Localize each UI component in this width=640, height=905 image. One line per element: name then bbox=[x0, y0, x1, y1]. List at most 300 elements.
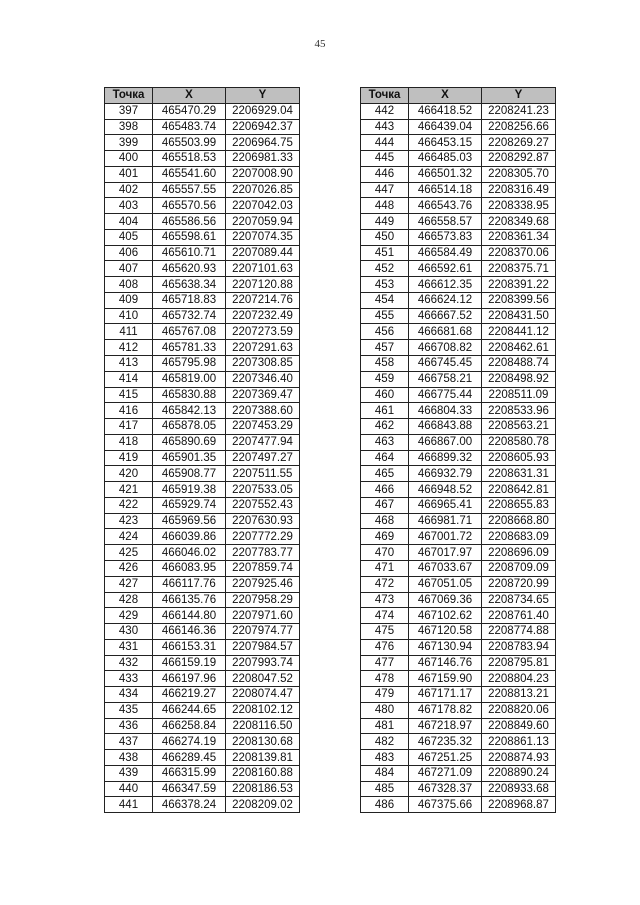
cell-y: 2207783.77 bbox=[226, 545, 300, 561]
table-row bbox=[105, 592, 300, 608]
cell-y: 2207026.85 bbox=[226, 182, 300, 198]
cell-y: 2208498.92 bbox=[482, 371, 556, 387]
cell-x: 466453.15 bbox=[409, 135, 482, 151]
table-row bbox=[361, 198, 556, 214]
cell-x: 466514.18 bbox=[409, 182, 482, 198]
cell-y: 2208462.61 bbox=[482, 340, 556, 356]
cell-y: 2207533.05 bbox=[226, 482, 300, 498]
cell-point: 457 bbox=[361, 340, 409, 356]
cell-y: 2208783.94 bbox=[482, 639, 556, 655]
cell-x: 467235.32 bbox=[409, 734, 482, 750]
cell-point: 449 bbox=[361, 214, 409, 230]
coordinates-table-right bbox=[360, 87, 556, 813]
cell-y: 2208338.95 bbox=[482, 198, 556, 214]
table-row bbox=[105, 608, 300, 624]
cell-y: 2208160.88 bbox=[226, 765, 300, 781]
table-row bbox=[105, 687, 300, 703]
cell-point: 403 bbox=[105, 198, 153, 214]
cell-point: 459 bbox=[361, 371, 409, 387]
cell-point: 421 bbox=[105, 482, 153, 498]
cell-x: 467218.97 bbox=[409, 718, 482, 734]
cell-point: 399 bbox=[105, 135, 153, 151]
table-row bbox=[105, 576, 300, 592]
cell-y: 2208683.09 bbox=[482, 529, 556, 545]
cell-point: 420 bbox=[105, 466, 153, 482]
header-x: X bbox=[409, 88, 482, 104]
cell-x: 467375.66 bbox=[409, 797, 482, 813]
table-row bbox=[361, 608, 556, 624]
cell-x: 465819.00 bbox=[153, 371, 226, 387]
table-row bbox=[105, 151, 300, 167]
table-row bbox=[105, 166, 300, 182]
cell-point: 440 bbox=[105, 781, 153, 797]
cell-y: 2207214.76 bbox=[226, 292, 300, 308]
cell-x: 465610.71 bbox=[153, 245, 226, 261]
cell-y: 2207232.49 bbox=[226, 308, 300, 324]
cell-y: 2207273.59 bbox=[226, 324, 300, 340]
cell-y: 2207101.63 bbox=[226, 261, 300, 277]
cell-point: 454 bbox=[361, 292, 409, 308]
table-header-row bbox=[105, 88, 300, 104]
cell-y: 2208102.12 bbox=[226, 702, 300, 718]
cell-y: 2208720.99 bbox=[482, 576, 556, 592]
cell-y: 2207971.60 bbox=[226, 608, 300, 624]
table-row bbox=[361, 592, 556, 608]
cell-y: 2208933.68 bbox=[482, 781, 556, 797]
cell-x: 466775.44 bbox=[409, 387, 482, 403]
cell-y: 2206964.75 bbox=[226, 135, 300, 151]
cell-y: 2208533.96 bbox=[482, 403, 556, 419]
cell-point: 486 bbox=[361, 797, 409, 813]
cell-y: 2208734.65 bbox=[482, 592, 556, 608]
table-row bbox=[361, 340, 556, 356]
cell-y: 2207008.90 bbox=[226, 166, 300, 182]
cell-x: 467178.82 bbox=[409, 702, 482, 718]
cell-x: 466289.45 bbox=[153, 750, 226, 766]
cell-y: 2207388.60 bbox=[226, 403, 300, 419]
cell-point: 413 bbox=[105, 356, 153, 372]
table-row bbox=[361, 135, 556, 151]
cell-x: 466745.45 bbox=[409, 356, 482, 372]
cell-point: 483 bbox=[361, 750, 409, 766]
cell-y: 2207369.47 bbox=[226, 387, 300, 403]
cell-point: 467 bbox=[361, 497, 409, 513]
cell-y: 2208795.81 bbox=[482, 655, 556, 671]
cell-point: 460 bbox=[361, 387, 409, 403]
cell-point: 404 bbox=[105, 214, 153, 230]
cell-y: 2208761.40 bbox=[482, 608, 556, 624]
cell-y: 2208861.13 bbox=[482, 734, 556, 750]
cell-point: 400 bbox=[105, 151, 153, 167]
cell-point: 423 bbox=[105, 513, 153, 529]
cell-point: 405 bbox=[105, 229, 153, 245]
cell-x: 465901.35 bbox=[153, 450, 226, 466]
cell-x: 465483.74 bbox=[153, 119, 226, 135]
cell-y: 2207291.63 bbox=[226, 340, 300, 356]
table-row bbox=[361, 765, 556, 781]
cell-x: 466347.59 bbox=[153, 781, 226, 797]
cell-point: 455 bbox=[361, 308, 409, 324]
cell-point: 411 bbox=[105, 324, 153, 340]
cell-point: 433 bbox=[105, 671, 153, 687]
cell-x: 465890.69 bbox=[153, 434, 226, 450]
cell-point: 476 bbox=[361, 639, 409, 655]
cell-y: 2208668.80 bbox=[482, 513, 556, 529]
header-point: Точка bbox=[105, 88, 153, 104]
table-row bbox=[105, 750, 300, 766]
cell-y: 2208074.47 bbox=[226, 687, 300, 703]
cell-point: 468 bbox=[361, 513, 409, 529]
table-row bbox=[105, 387, 300, 403]
table-row bbox=[361, 103, 556, 119]
table-row bbox=[361, 245, 556, 261]
table-row bbox=[361, 434, 556, 450]
cell-x: 465732.74 bbox=[153, 308, 226, 324]
cell-y: 2208580.78 bbox=[482, 434, 556, 450]
table-row bbox=[105, 639, 300, 655]
cell-x: 465541.60 bbox=[153, 166, 226, 182]
cell-x: 465557.55 bbox=[153, 182, 226, 198]
cell-y: 2208186.53 bbox=[226, 781, 300, 797]
cell-point: 443 bbox=[361, 119, 409, 135]
cell-point: 398 bbox=[105, 119, 153, 135]
cell-y: 2207511.55 bbox=[226, 466, 300, 482]
cell-y: 2206942.37 bbox=[226, 119, 300, 135]
table-row bbox=[361, 151, 556, 167]
table-row bbox=[361, 182, 556, 198]
table-row bbox=[105, 702, 300, 718]
table-row bbox=[361, 214, 556, 230]
cell-y: 2207453.29 bbox=[226, 419, 300, 435]
table-row bbox=[105, 214, 300, 230]
cell-y: 2208631.31 bbox=[482, 466, 556, 482]
cell-x: 465919.38 bbox=[153, 482, 226, 498]
page-number: 45 bbox=[314, 38, 326, 50]
cell-point: 419 bbox=[105, 450, 153, 466]
cell-point: 434 bbox=[105, 687, 153, 703]
header-point: Точка bbox=[361, 88, 409, 104]
cell-y: 2208563.21 bbox=[482, 419, 556, 435]
cell-y: 2208349.68 bbox=[482, 214, 556, 230]
cell-x: 467033.67 bbox=[409, 560, 482, 576]
cell-point: 417 bbox=[105, 419, 153, 435]
cell-x: 466667.52 bbox=[409, 308, 482, 324]
cell-y: 2208774.88 bbox=[482, 624, 556, 640]
cell-x: 465767.08 bbox=[153, 324, 226, 340]
cell-x: 466039.86 bbox=[153, 529, 226, 545]
cell-x: 467001.72 bbox=[409, 529, 482, 545]
cell-point: 447 bbox=[361, 182, 409, 198]
cell-x: 466981.71 bbox=[409, 513, 482, 529]
table-row bbox=[105, 308, 300, 324]
cell-x: 466274.19 bbox=[153, 734, 226, 750]
table-row bbox=[105, 765, 300, 781]
cell-y: 2208399.56 bbox=[482, 292, 556, 308]
table-row bbox=[361, 497, 556, 513]
table-row bbox=[361, 403, 556, 419]
header-y: Y bbox=[482, 88, 556, 104]
cell-point: 442 bbox=[361, 103, 409, 119]
cell-point: 446 bbox=[361, 166, 409, 182]
cell-y: 2208375.71 bbox=[482, 261, 556, 277]
table-row bbox=[105, 718, 300, 734]
table-row bbox=[105, 466, 300, 482]
cell-point: 412 bbox=[105, 340, 153, 356]
cell-y: 2208696.09 bbox=[482, 545, 556, 561]
cell-x: 466418.52 bbox=[409, 103, 482, 119]
cell-x: 466899.32 bbox=[409, 450, 482, 466]
cell-y: 2207859.74 bbox=[226, 560, 300, 576]
cell-point: 437 bbox=[105, 734, 153, 750]
cell-point: 410 bbox=[105, 308, 153, 324]
table-row bbox=[105, 324, 300, 340]
cell-y: 2208209.02 bbox=[226, 797, 300, 813]
table-row bbox=[361, 624, 556, 640]
cell-x: 466153.31 bbox=[153, 639, 226, 655]
cell-y: 2208130.68 bbox=[226, 734, 300, 750]
cell-point: 481 bbox=[361, 718, 409, 734]
cell-point: 448 bbox=[361, 198, 409, 214]
cell-y: 2207089.44 bbox=[226, 245, 300, 261]
cell-x: 466867.00 bbox=[409, 434, 482, 450]
cell-point: 452 bbox=[361, 261, 409, 277]
table-row bbox=[105, 560, 300, 576]
cell-x: 465518.53 bbox=[153, 151, 226, 167]
cell-x: 466948.52 bbox=[409, 482, 482, 498]
table-row bbox=[105, 277, 300, 293]
table-row bbox=[105, 403, 300, 419]
cell-y: 2207993.74 bbox=[226, 655, 300, 671]
table-row bbox=[105, 371, 300, 387]
table-row bbox=[105, 419, 300, 435]
table-row bbox=[361, 529, 556, 545]
cell-point: 463 bbox=[361, 434, 409, 450]
cell-y: 2208804.23 bbox=[482, 671, 556, 687]
cell-x: 466135.76 bbox=[153, 592, 226, 608]
cell-point: 406 bbox=[105, 245, 153, 261]
table-row bbox=[105, 103, 300, 119]
table-row bbox=[105, 482, 300, 498]
table-row bbox=[361, 734, 556, 750]
cell-point: 426 bbox=[105, 560, 153, 576]
cell-point: 480 bbox=[361, 702, 409, 718]
cell-y: 2207120.88 bbox=[226, 277, 300, 293]
cell-point: 445 bbox=[361, 151, 409, 167]
header-x: X bbox=[153, 88, 226, 104]
cell-x: 466258.84 bbox=[153, 718, 226, 734]
table-row bbox=[361, 356, 556, 372]
table-row bbox=[105, 513, 300, 529]
cell-x: 465830.88 bbox=[153, 387, 226, 403]
cell-y: 2207974.77 bbox=[226, 624, 300, 640]
cell-x: 466681.68 bbox=[409, 324, 482, 340]
cell-y: 2207630.93 bbox=[226, 513, 300, 529]
cell-y: 2208305.70 bbox=[482, 166, 556, 182]
cell-point: 428 bbox=[105, 592, 153, 608]
cell-point: 431 bbox=[105, 639, 153, 655]
cell-x: 466378.24 bbox=[153, 797, 226, 813]
cell-x: 467102.62 bbox=[409, 608, 482, 624]
cell-point: 456 bbox=[361, 324, 409, 340]
cell-point: 462 bbox=[361, 419, 409, 435]
cell-x: 465929.74 bbox=[153, 497, 226, 513]
table-row bbox=[361, 292, 556, 308]
cell-x: 466758.21 bbox=[409, 371, 482, 387]
table-row bbox=[361, 450, 556, 466]
cell-point: 470 bbox=[361, 545, 409, 561]
cell-x: 465795.98 bbox=[153, 356, 226, 372]
cell-point: 432 bbox=[105, 655, 153, 671]
cell-point: 451 bbox=[361, 245, 409, 261]
table-row bbox=[105, 497, 300, 513]
cell-point: 465 bbox=[361, 466, 409, 482]
cell-x: 466573.83 bbox=[409, 229, 482, 245]
cell-y: 2208047.52 bbox=[226, 671, 300, 687]
cell-x: 467271.09 bbox=[409, 765, 482, 781]
table-row bbox=[105, 671, 300, 687]
cell-x: 467328.37 bbox=[409, 781, 482, 797]
cell-x: 466083.95 bbox=[153, 560, 226, 576]
cell-x: 467159.90 bbox=[409, 671, 482, 687]
cell-x: 465718.83 bbox=[153, 292, 226, 308]
cell-x: 465908.77 bbox=[153, 466, 226, 482]
cell-point: 438 bbox=[105, 750, 153, 766]
table-row bbox=[361, 119, 556, 135]
table-row bbox=[361, 387, 556, 403]
cell-x: 466612.35 bbox=[409, 277, 482, 293]
cell-y: 2207958.29 bbox=[226, 592, 300, 608]
cell-x: 466501.32 bbox=[409, 166, 482, 182]
cell-point: 401 bbox=[105, 166, 153, 182]
cell-x: 466439.04 bbox=[409, 119, 482, 135]
table-row bbox=[105, 655, 300, 671]
cell-point: 427 bbox=[105, 576, 153, 592]
cell-x: 466708.82 bbox=[409, 340, 482, 356]
cell-x: 467146.76 bbox=[409, 655, 482, 671]
table-row bbox=[105, 624, 300, 640]
cell-y: 2207042.03 bbox=[226, 198, 300, 214]
cell-y: 2208116.50 bbox=[226, 718, 300, 734]
table-row bbox=[361, 371, 556, 387]
cell-x: 466146.36 bbox=[153, 624, 226, 640]
cell-point: 444 bbox=[361, 135, 409, 151]
cell-y: 2207772.29 bbox=[226, 529, 300, 545]
cell-point: 418 bbox=[105, 434, 153, 450]
cell-point: 450 bbox=[361, 229, 409, 245]
cell-point: 409 bbox=[105, 292, 153, 308]
cell-y: 2208874.93 bbox=[482, 750, 556, 766]
cell-point: 436 bbox=[105, 718, 153, 734]
table-row bbox=[105, 292, 300, 308]
cell-point: 482 bbox=[361, 734, 409, 750]
table-row bbox=[361, 687, 556, 703]
cell-point: 466 bbox=[361, 482, 409, 498]
cell-point: 473 bbox=[361, 592, 409, 608]
cell-y: 2208655.83 bbox=[482, 497, 556, 513]
table-row bbox=[105, 340, 300, 356]
cell-point: 458 bbox=[361, 356, 409, 372]
table-row bbox=[361, 560, 556, 576]
cell-point: 429 bbox=[105, 608, 153, 624]
table-row bbox=[361, 639, 556, 655]
table-row bbox=[105, 182, 300, 198]
cell-y: 2207059.94 bbox=[226, 214, 300, 230]
cell-y: 2207074.35 bbox=[226, 229, 300, 245]
cell-point: 408 bbox=[105, 277, 153, 293]
table-row bbox=[361, 324, 556, 340]
cell-x: 466543.76 bbox=[409, 198, 482, 214]
cell-x: 465570.56 bbox=[153, 198, 226, 214]
cell-x: 466485.03 bbox=[409, 151, 482, 167]
cell-x: 466843.88 bbox=[409, 419, 482, 435]
table-row bbox=[361, 718, 556, 734]
cell-x: 465598.61 bbox=[153, 229, 226, 245]
table-header-row bbox=[361, 88, 556, 104]
cell-y: 2208709.09 bbox=[482, 560, 556, 576]
cell-x: 466804.33 bbox=[409, 403, 482, 419]
table-row bbox=[361, 277, 556, 293]
cell-y: 2206981.33 bbox=[226, 151, 300, 167]
table-row bbox=[361, 655, 556, 671]
cell-y: 2208849.60 bbox=[482, 718, 556, 734]
cell-y: 2208820.06 bbox=[482, 702, 556, 718]
cell-x: 466932.79 bbox=[409, 466, 482, 482]
cell-y: 2208241.23 bbox=[482, 103, 556, 119]
table-row bbox=[105, 135, 300, 151]
cell-point: 407 bbox=[105, 261, 153, 277]
cell-point: 475 bbox=[361, 624, 409, 640]
table-row bbox=[361, 419, 556, 435]
cell-x: 467120.58 bbox=[409, 624, 482, 640]
table-row bbox=[361, 702, 556, 718]
cell-x: 467130.94 bbox=[409, 639, 482, 655]
cell-y: 2208890.24 bbox=[482, 765, 556, 781]
cell-y: 2208361.34 bbox=[482, 229, 556, 245]
cell-x: 466315.99 bbox=[153, 765, 226, 781]
cell-point: 464 bbox=[361, 450, 409, 466]
cell-point: 484 bbox=[361, 765, 409, 781]
cell-point: 453 bbox=[361, 277, 409, 293]
table-row bbox=[105, 545, 300, 561]
cell-x: 465781.33 bbox=[153, 340, 226, 356]
table-row bbox=[361, 750, 556, 766]
cell-x: 466117.76 bbox=[153, 576, 226, 592]
cell-x: 466244.65 bbox=[153, 702, 226, 718]
table-row bbox=[105, 434, 300, 450]
table-row bbox=[361, 781, 556, 797]
cell-point: 415 bbox=[105, 387, 153, 403]
cell-point: 478 bbox=[361, 671, 409, 687]
table-row bbox=[105, 261, 300, 277]
cell-y: 2208431.50 bbox=[482, 308, 556, 324]
cell-point: 461 bbox=[361, 403, 409, 419]
cell-x: 465470.29 bbox=[153, 103, 226, 119]
cell-point: 425 bbox=[105, 545, 153, 561]
cell-point: 474 bbox=[361, 608, 409, 624]
table-row bbox=[105, 229, 300, 245]
cell-y: 2207497.27 bbox=[226, 450, 300, 466]
cell-point: 441 bbox=[105, 797, 153, 813]
table-row bbox=[361, 308, 556, 324]
cell-point: 402 bbox=[105, 182, 153, 198]
cell-x: 466046.02 bbox=[153, 545, 226, 561]
cell-x: 465586.56 bbox=[153, 214, 226, 230]
cell-x: 466144.80 bbox=[153, 608, 226, 624]
cell-x: 465878.05 bbox=[153, 419, 226, 435]
cell-point: 472 bbox=[361, 576, 409, 592]
table-row bbox=[361, 545, 556, 561]
table-row bbox=[105, 734, 300, 750]
